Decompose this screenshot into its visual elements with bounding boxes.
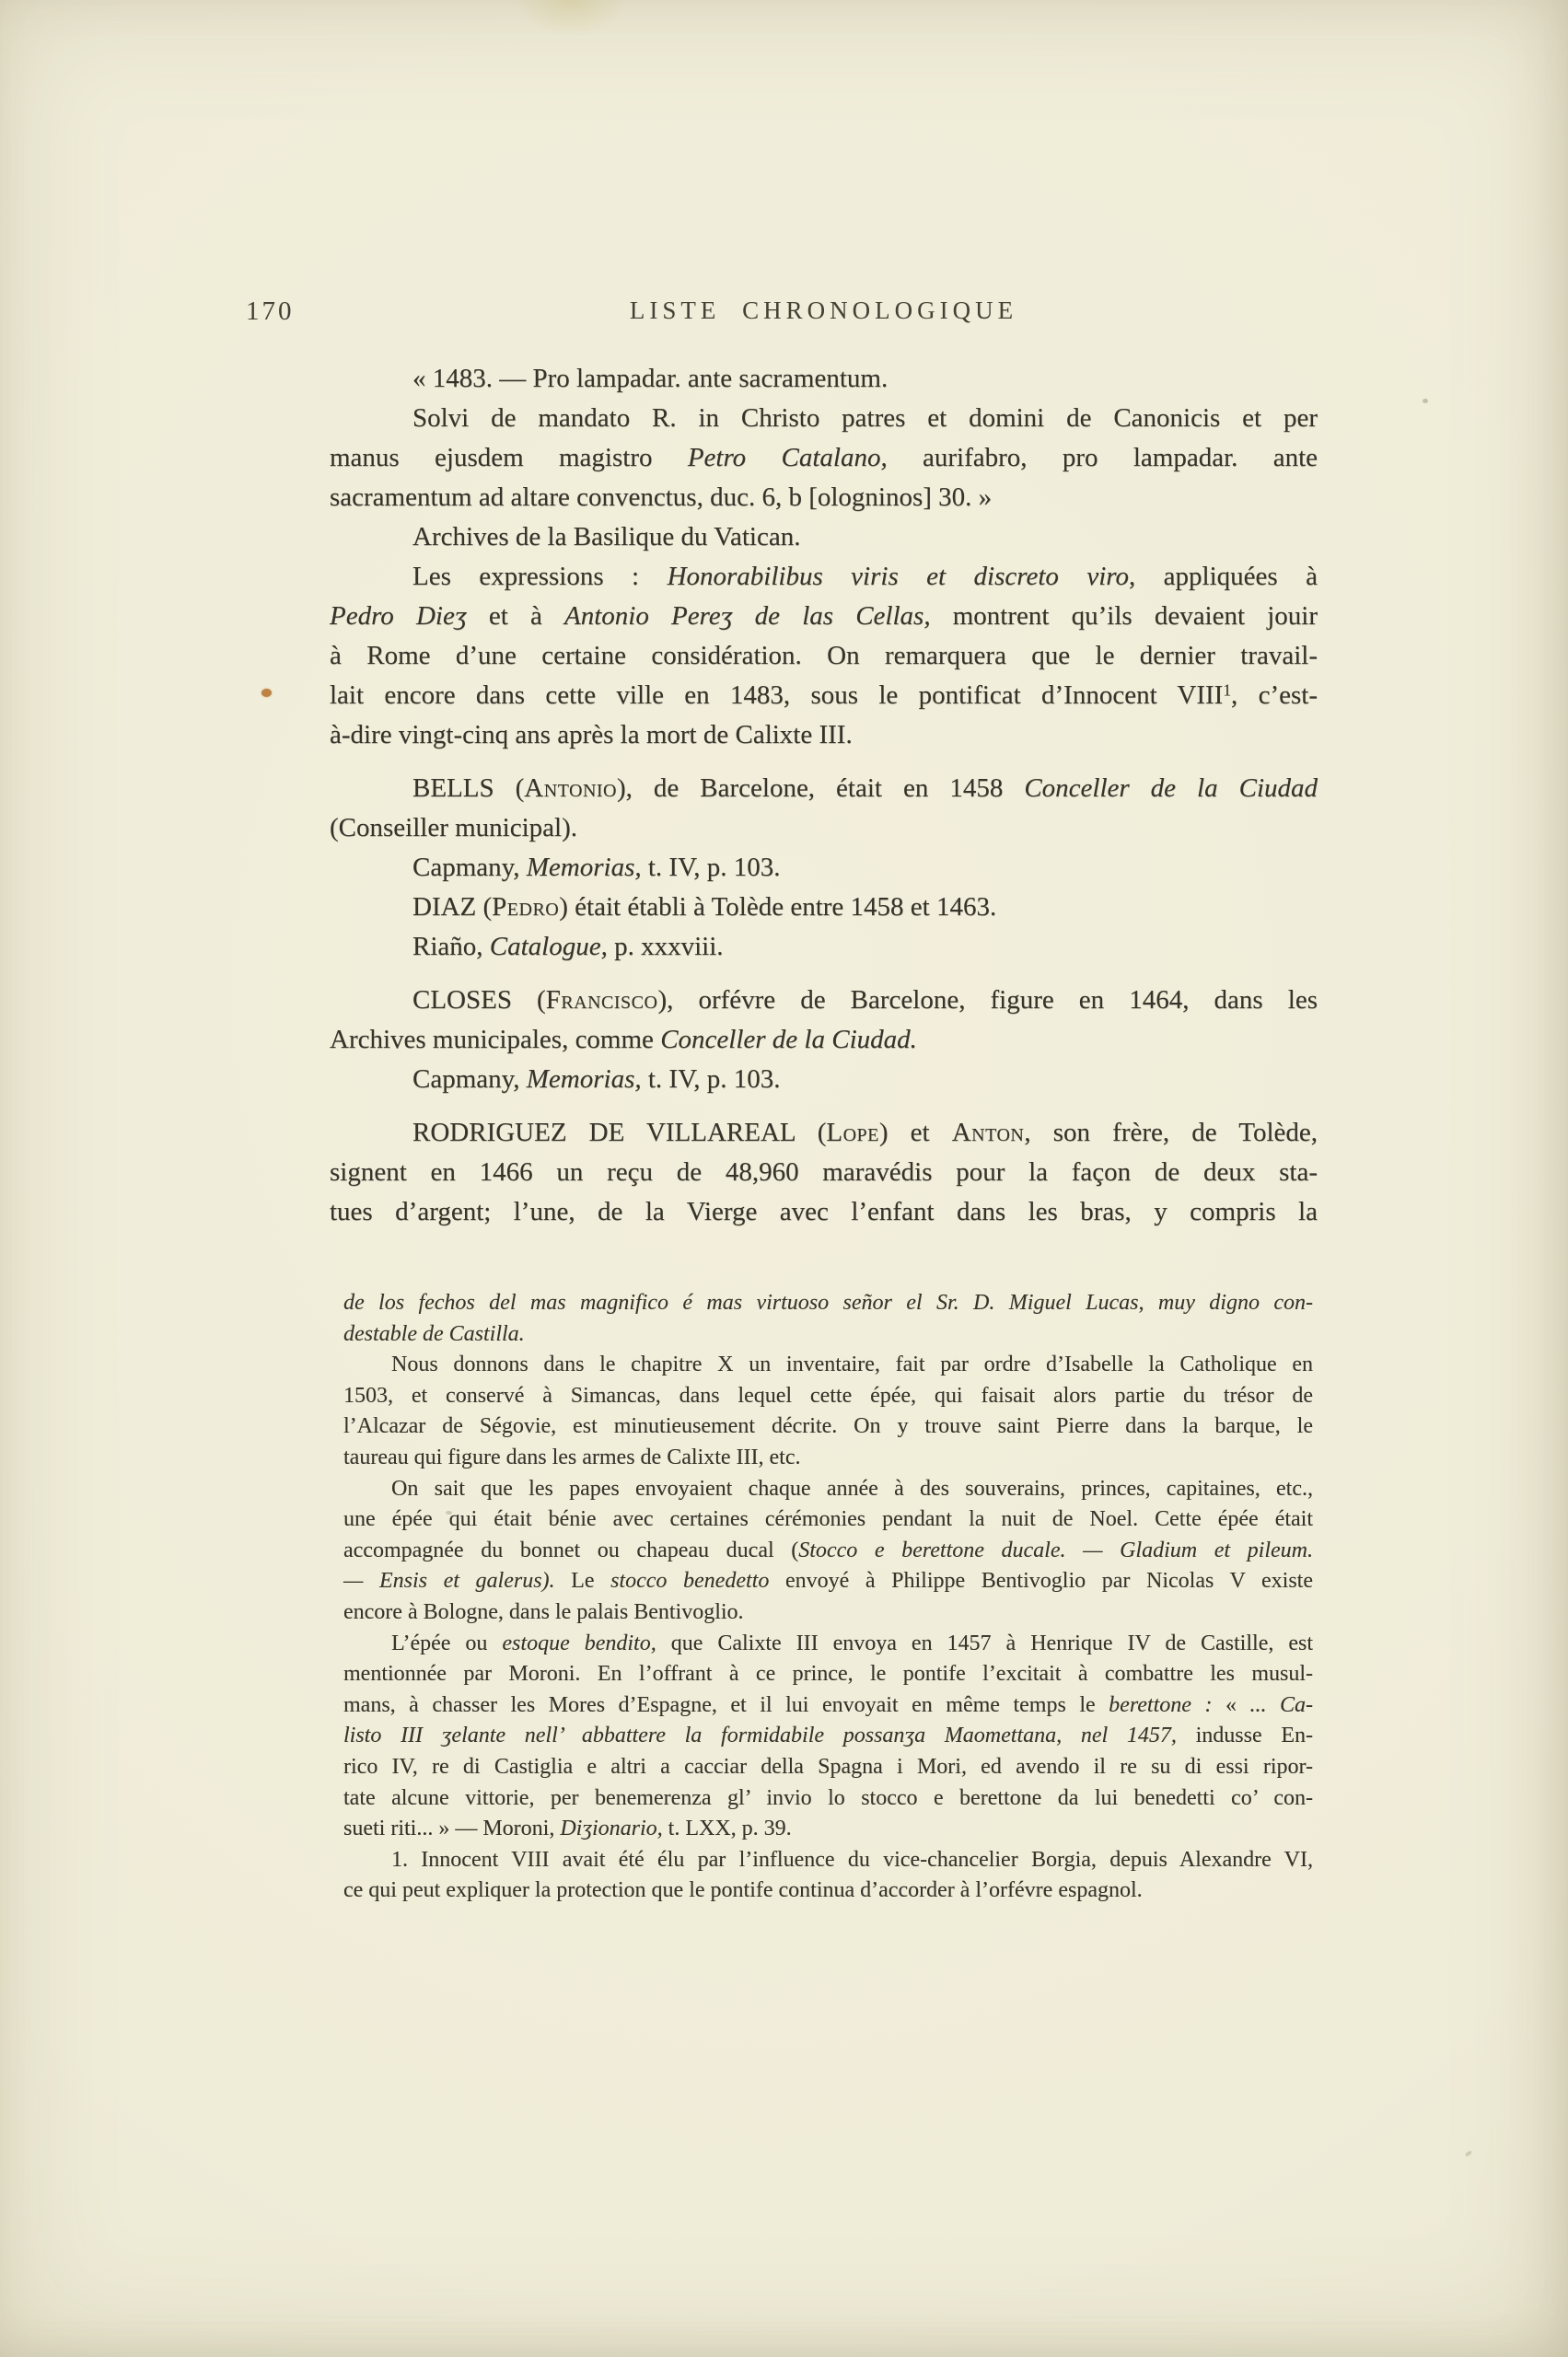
text-segment: Pedro [492, 892, 560, 922]
text-segment: « [1212, 1692, 1250, 1717]
text-segment: Francisco [545, 985, 658, 1015]
text-segment: Antonio Pereʒ de las Cellas, [563, 601, 931, 631]
ink-speck [261, 689, 272, 697]
text-segment: CLOSES ( [412, 985, 546, 1015]
text-line [330, 478, 1318, 517]
text-segment: à-dire vingt-cinq ans après la mort de Calixte III. [330, 720, 853, 749]
text-segment: Lope [826, 1118, 879, 1147]
text-line [330, 981, 1318, 1020]
paragraph [330, 399, 1318, 517]
text-segment: Solvi de mandato R. in Christo patres et domini de Canonicis et per [412, 403, 1318, 433]
text-line [330, 1153, 1318, 1192]
ink-speck [1423, 399, 1428, 403]
text-line [343, 1536, 1313, 1567]
text-line [343, 1411, 1313, 1443]
footnote-reference: 1 [1223, 680, 1232, 700]
text-segment: indusse En- [1176, 1724, 1314, 1748]
paragraph [330, 769, 1318, 848]
text-segment: Archives municipales, comme [330, 1025, 661, 1054]
text-line [343, 1845, 1313, 1876]
text-line [330, 597, 1318, 636]
paragraph [343, 1629, 1313, 1845]
text-segment: t. IV, p. 103. [641, 1064, 781, 1094]
text-segment: 1503, et conservé à Simancas, dans lequel cette épée, qui faisait alors partie du trésor de [343, 1383, 1313, 1408]
text-segment: Capmany, [412, 1064, 527, 1094]
text-line [343, 1814, 1313, 1845]
text-line [330, 1113, 1318, 1153]
text-segment: Le [554, 1569, 611, 1594]
text-segment: RODRIGUEZ DE VILLAREAL ( [412, 1118, 827, 1147]
text-segment: ... Ca- [1249, 1692, 1314, 1717]
text-segment: tate alcune vittorie, per benemerenza gl’ invio lo stocco e berettone da lui benedetti co’ con- [343, 1785, 1313, 1810]
text-line [330, 1020, 1318, 1060]
text-line [343, 1566, 1313, 1597]
text-segment: montrent qu’ils devaient jouir [930, 601, 1318, 631]
paragraph [330, 359, 1318, 399]
paragraph [330, 557, 1318, 755]
text-segment: Memorias, [526, 1064, 642, 1094]
text-segment: ce qui peut expliquer la protection que le pontife continua d’accorder à l’orfévre espagnol. [343, 1878, 1143, 1903]
text-line [343, 1288, 1313, 1319]
text-line [343, 1381, 1313, 1412]
text-segment: Pedro Dieʒ [330, 601, 467, 631]
text-segment: Anton [951, 1118, 1025, 1147]
text-segment: (Conseiller municipal). [330, 813, 577, 842]
text-segment: p. xxxviii. [607, 932, 724, 961]
text-segment: une épée qui était bénie avec certaines cérémonies pendant la nuit de Noel. Cette épée était [343, 1507, 1313, 1532]
text-segment: DIAZ ( [412, 892, 493, 922]
text-segment: Riaño, [412, 932, 490, 961]
ink-speck [446, 1511, 452, 1515]
text-segment: , son frère, de Tolède, [1024, 1118, 1318, 1147]
text-segment: taureau qui figure dans les armes de Calixte III, etc. [343, 1445, 801, 1469]
text-line [343, 1690, 1313, 1722]
ink-speck [1465, 2150, 1473, 2157]
text-segment: Stocco e berettone ducale. — Gladium et pileum. [798, 1538, 1313, 1562]
text-segment: ), orfévre de Barcelone, figure en 1464, dans les [657, 985, 1318, 1015]
text-line [330, 715, 1318, 755]
text-line [330, 676, 1318, 715]
text-segment: Nous donnons dans le chapitre X un inventaire, fait par ordre d’Isabelle la Catholique en [391, 1353, 1313, 1377]
text-segment: « 1483. — Pro lampadar. ante sacramentum. [412, 364, 889, 393]
text-segment: listo III ʒelante nell’ abbattere la formidabile possanʒa Maomettana, nel 1457, [343, 1724, 1177, 1748]
text-line [330, 1060, 1318, 1099]
text-segment: signent en 1466 un reçu de 48,960 maravédis pour la façon de deux sta- [330, 1157, 1318, 1187]
text-segment: 1. Innocent VIII avait été élu par l’influence du vice-chancelier Borgia, depuis Alexandre VI, [391, 1847, 1313, 1872]
text-line [330, 557, 1318, 597]
text-line [330, 517, 1318, 557]
text-segment: ) était établi à Tolède entre 1458 et 1463. [559, 892, 997, 922]
text-segment: rico IV, re di Castiglia e altri a cacciar della Spagna i Mori, ed avendo il re su di essi ripor- [343, 1754, 1313, 1779]
text-line [343, 1597, 1313, 1629]
text-segment: t. LXX, p. 39. [662, 1817, 792, 1841]
text-line [330, 808, 1318, 848]
paragraph [330, 848, 1318, 888]
text-segment: tues d’argent; l’une, de la Vierge avec l’enfant dans les bras, y compris la [330, 1197, 1318, 1226]
text-line [343, 1629, 1313, 1660]
text-segment: Honorabilibus viris et discreto viro [667, 562, 1129, 591]
text-segment: destable de Castilla. [343, 1321, 525, 1346]
text-line [330, 636, 1318, 676]
text-segment: BELLS ( [412, 773, 525, 803]
text-segment: de los fechos del mas magnifico é mas virtuoso señor el Sr. D. Miguel Lucas, muy digno con- [343, 1291, 1313, 1315]
text-segment: que Calixte III envoya en 1457 à Henrique IV de Castille, est [656, 1631, 1313, 1655]
text-line [343, 1350, 1313, 1381]
text-segment: , appliquées à [1128, 562, 1318, 591]
paper-stain [516, 0, 626, 37]
text-segment: manus ejusdem magistro [330, 443, 688, 472]
text-segment: L’épée ou [391, 1631, 503, 1655]
paragraph [330, 517, 1318, 557]
text-line [330, 848, 1318, 888]
text-line [343, 1752, 1313, 1783]
text-segment: l’Alcazar de Ségovie, est minutieusement décrite. On y trouve saint Pierre dans la barque, le [343, 1414, 1313, 1439]
text-line [343, 1783, 1313, 1815]
paragraph [330, 1060, 1318, 1099]
paragraph [343, 1474, 1313, 1629]
text-segment: mans, à chasser les Mores d’Espagne, et il lui envoyait en même temps le [343, 1692, 1109, 1717]
text-segment: berettone : [1109, 1692, 1213, 1717]
paragraph [343, 1845, 1313, 1907]
text-line [343, 1875, 1313, 1907]
text-segment: et à [466, 601, 564, 631]
text-line [330, 888, 1318, 927]
main-text-block [330, 359, 1318, 1232]
text-segment: encore à Bologne, dans le palais Bentivoglio. [343, 1599, 744, 1624]
text-line [330, 438, 1318, 478]
text-segment: , c’est- [1231, 680, 1318, 710]
text-segment: envoyé à Philippe Bentivoglio par Nicolas V existe [769, 1569, 1313, 1594]
paragraph [330, 1113, 1318, 1232]
text-segment: aurifabro, pro lampadar. ante [887, 443, 1318, 472]
running-title: LISTE CHRONOLOGIQUE [629, 296, 1018, 324]
paragraph [330, 981, 1318, 1060]
text-line [330, 359, 1318, 399]
text-line [343, 1474, 1313, 1505]
text-line [330, 927, 1318, 967]
text-segment: ) et [878, 1118, 952, 1147]
paragraph [343, 1288, 1313, 1350]
text-line [343, 1443, 1313, 1474]
text-line [343, 1504, 1313, 1536]
text-segment: Petro Catalano, [687, 443, 888, 472]
text-segment: stocco benedetto [610, 1569, 770, 1594]
text-segment: sacramentum ad altare convenctus, duc. 6, b [ologninos] 30. » [330, 482, 993, 512]
text-segment: Capmany, [412, 853, 527, 882]
text-segment: Conceller de la Ciudad. [660, 1025, 917, 1054]
text-segment: Catalogue, [489, 932, 608, 961]
text-line [343, 1721, 1313, 1752]
text-segment: Diʒionario, [560, 1817, 663, 1841]
text-segment: Antonio [524, 773, 617, 803]
text-segment: mentionnée par Moroni. En l’offrant à ce prince, le pontife l’excitait à combattre les musul- [343, 1662, 1313, 1687]
text-segment: Memorias, [526, 853, 642, 882]
text-segment: Archives de la Basilique du Vatican. [412, 522, 801, 552]
text-line [330, 399, 1318, 438]
paragraph [330, 927, 1318, 967]
text-line [330, 769, 1318, 808]
text-segment: On sait que les papes envoyaient chaque année à des souverains, princes, capitaines, etc., [391, 1476, 1313, 1501]
text-segment: lait encore dans cette ville en 1483, sous le pontificat d’Innocent VIII [330, 680, 1224, 710]
text-segment: estoque bendito, [502, 1631, 656, 1655]
footnote-block [343, 1288, 1313, 1907]
text-segment: Les expressions : [412, 562, 668, 591]
text-segment: sueti riti... » — Moroni, [343, 1817, 561, 1841]
text-segment: t. IV, p. 103. [641, 853, 781, 882]
text-segment: à Rome d’une certaine considération. On remarquera que le dernier travail- [330, 641, 1318, 670]
paragraph [330, 888, 1318, 927]
paragraph [343, 1350, 1313, 1473]
text-line [343, 1659, 1313, 1690]
text-segment: Conceller de la Ciudad [1024, 773, 1318, 803]
text-line [330, 1192, 1318, 1232]
text-segment: ), de Barcelone, était en 1458 [617, 773, 1025, 803]
text-segment: accompagnée du bonnet ou chapeau ducal ( [343, 1538, 799, 1562]
text-segment: — Ensis et galerus). [343, 1569, 555, 1594]
page-number: 170 [246, 296, 295, 326]
text-line [343, 1319, 1313, 1351]
